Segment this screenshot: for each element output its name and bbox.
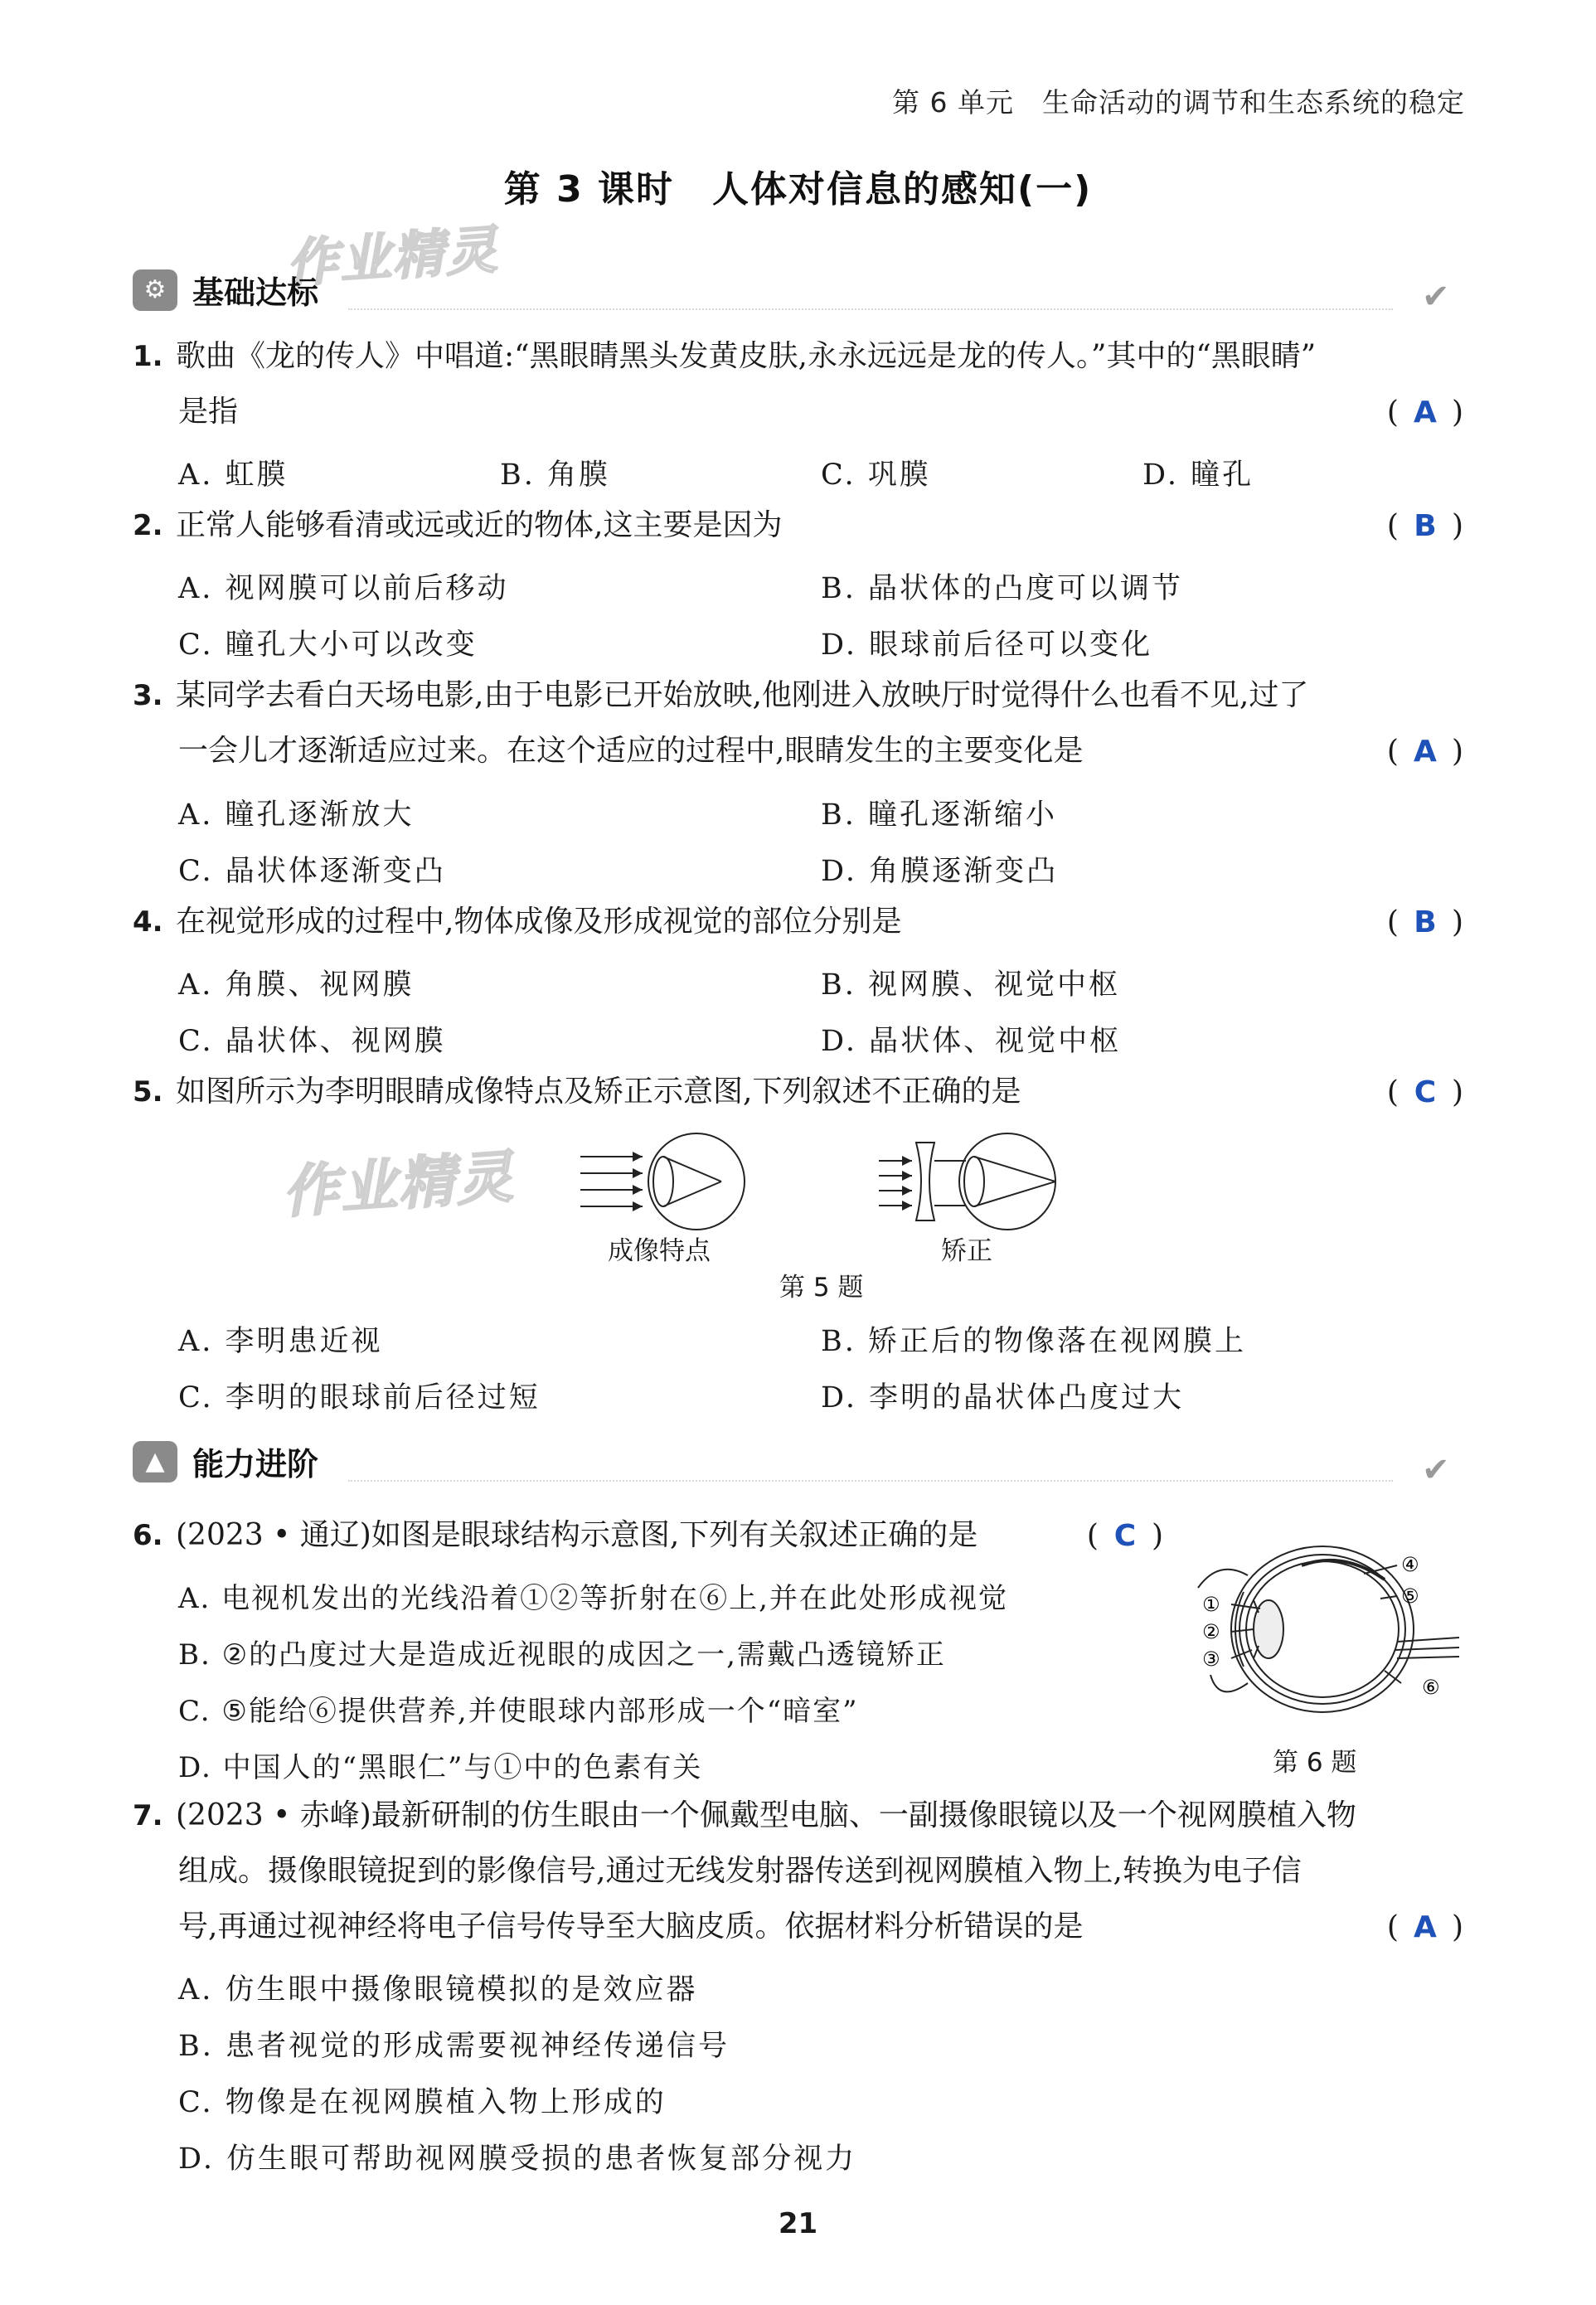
answer: C	[1414, 1075, 1437, 1109]
eye-label-3: ③	[1202, 1647, 1220, 1671]
option-d: D. 仿生眼可帮助视网膜受损的患者恢复部分视力	[178, 2142, 857, 2176]
answer-bracket: ( C )	[1086, 1519, 1163, 1553]
rocket-icon: ▲	[133, 1441, 177, 1482]
question-text: 如图所示为李明眼睛成像特点及矫正示意图,下列叙述不正确的是	[176, 1075, 1021, 1109]
answer-bracket: ( B )	[1386, 905, 1463, 939]
question-6	[133, 1517, 1169, 1553]
question-text: 某同学去看白天场电影,由于电影已开始放映,他刚进入放映厅时觉得什么也看不见,过了	[176, 678, 1309, 712]
option-b: B. 患者视觉的形成需要视神经传递信号	[178, 2030, 730, 2063]
option-a: A. 虹膜	[178, 459, 289, 492]
option-c: C. 物像是在视网膜植入物上形成的	[178, 2086, 667, 2119]
figure-label: 成像特点	[608, 1236, 711, 1266]
figure-caption: 第 5 题	[779, 1273, 864, 1303]
option-a: A. 仿生眼中摄像眼镜模拟的是效应器	[178, 1973, 698, 2007]
figure-caption: 第 6 题	[1273, 1748, 1357, 1778]
option-d: D. 中国人的“黑眼仁”与①中的色素有关	[178, 1751, 703, 1784]
check-icon: ✔	[1422, 278, 1450, 316]
page-number: 21	[778, 2207, 818, 2240]
question-5	[133, 1074, 1463, 1109]
question-text: 一会儿才逐渐适应过来。在这个适应的过程中,眼睛发生的主要变化是	[178, 734, 1084, 768]
question-7	[133, 1798, 1463, 1833]
section-advanced	[133, 1439, 318, 1484]
option-a: A. 李明患近视	[178, 1325, 383, 1358]
question-number: 4.	[133, 905, 163, 939]
answer-bracket: ( B )	[1386, 509, 1463, 543]
option-c: C. 晶状体、视网膜	[178, 1025, 446, 1058]
option-b: B. 晶状体的凸度可以调节	[821, 572, 1183, 605]
question-number: 3.	[133, 679, 163, 712]
answer: A	[1414, 735, 1437, 769]
answer: A	[1414, 395, 1437, 429]
gear-icon: ⚙	[133, 269, 177, 311]
section-divider	[348, 1480, 1393, 1482]
option-b: B. 瞳孔逐渐缩小	[821, 798, 1057, 832]
eye-label-4: ④	[1401, 1553, 1419, 1576]
option-a: A. 电视机发出的光线沿着①②等折射在⑥上,并在此处形成视觉	[178, 1582, 1008, 1615]
section-divider	[348, 308, 1393, 310]
section-title: 能力进阶	[192, 1446, 319, 1482]
watermark: 作业精灵	[284, 219, 501, 294]
answer-bracket: ( A )	[1386, 735, 1463, 769]
watermark: 作业精灵	[280, 1144, 517, 1226]
question-text-continued	[133, 733, 1463, 769]
eye-correction-diagram	[875, 1128, 1070, 1235]
option-d: D. 李明的晶状体凸度过大	[821, 1381, 1185, 1415]
question-4	[133, 904, 1463, 939]
question-number: 2.	[133, 509, 163, 542]
question-text: (2023 • 通辽)如图是眼球结构示意图,下列有关叙述正确的是	[176, 1518, 978, 1552]
unit-header: 第 6 单元 生命活动的调节和生态系统的稳定	[892, 86, 1465, 119]
option-d: D. 晶状体、视觉中枢	[821, 1025, 1122, 1058]
eye-label-5: ⑤	[1401, 1584, 1419, 1608]
question-2	[133, 507, 1463, 543]
question-text: 在视觉形成的过程中,物体成像及形成视觉的部位分别是	[176, 905, 902, 939]
question-text-continued: 组成。摄像眼镜捉到的影像信号,通过无线发射器传送到视网膜植入物上,转换为电子信	[178, 1854, 1302, 1888]
answer: A	[1414, 1910, 1437, 1944]
answer-bracket: ( A )	[1386, 1910, 1463, 1944]
option-a: A. 瞳孔逐渐放大	[178, 798, 415, 832]
figure-label: 矫正	[941, 1236, 992, 1266]
eye-imaging-diagram	[572, 1128, 763, 1235]
option-c: C. 李明的眼球前后径过短	[178, 1381, 541, 1415]
option-d: D. 眼球前后径可以变化	[821, 628, 1153, 662]
lesson-title: 第 3 课时 人体对信息的感知(一)	[503, 168, 1093, 211]
option-d: D. 角膜逐渐变凸	[821, 855, 1059, 888]
question-text-continued: 号,再通过视神经将电子信号传导至大脑皮质。依据材料分析错误的是	[178, 1910, 1084, 1943]
answer-bracket: ( A )	[1386, 395, 1463, 429]
question-number: 5.	[133, 1075, 163, 1109]
question-text: (2023 • 赤峰)最新研制的仿生眼由一个佩戴型电脑、一副摄像眼镜以及一个视网膜植入物	[176, 1798, 1356, 1832]
section-title: 基础达标	[192, 274, 319, 311]
question-text: 歌曲《龙的传人》中唱道:“黑眼睛黑头发黄皮肤,永永远远是龙的传人。”其中的“黑眼睛”	[176, 339, 1317, 373]
eye-label-6: ⑥	[1422, 1676, 1440, 1699]
option-d: D. 瞳孔	[1142, 459, 1254, 492]
check-icon: ✔	[1422, 1451, 1450, 1489]
option-c: C. 瞳孔大小可以改变	[178, 628, 478, 662]
eye-label-2: ②	[1202, 1620, 1220, 1643]
section-basic	[133, 267, 318, 313]
option-c: C. ⑤能给⑥提供营养,并使眼球内部形成一个“暗室”	[178, 1695, 859, 1728]
question-text: 正常人能够看清或远或近的物体,这主要是因为	[176, 508, 783, 542]
question-number: 1.	[133, 340, 163, 373]
answer: C	[1113, 1519, 1137, 1553]
option-c: C. 晶状体逐渐变凸	[178, 855, 446, 888]
eye-label-1: ①	[1202, 1593, 1220, 1616]
eyeball-structure-diagram	[1177, 1534, 1472, 1725]
question-1	[133, 338, 1463, 374]
question-3	[133, 677, 1463, 713]
answer-bracket: ( C )	[1386, 1075, 1463, 1109]
answer: B	[1414, 905, 1437, 939]
option-b: B. 矫正后的物像落在视网膜上	[821, 1325, 1246, 1358]
question-number: 7.	[133, 1799, 163, 1832]
option-b: B. 视网膜、视觉中枢	[821, 968, 1120, 1002]
question-text-continued: 是指	[178, 395, 239, 429]
option-a: A. 角膜、视网膜	[178, 968, 415, 1002]
option-c: C. 巩膜	[821, 459, 931, 492]
option-b: B. ②的凸度过大是造成近视眼的成因之一,需戴凸透镜矫正	[178, 1638, 946, 1672]
question-number: 6.	[133, 1519, 163, 1552]
answer: B	[1414, 509, 1437, 543]
option-b: B. 角膜	[500, 459, 610, 492]
option-a: A. 视网膜可以前后移动	[178, 572, 509, 605]
